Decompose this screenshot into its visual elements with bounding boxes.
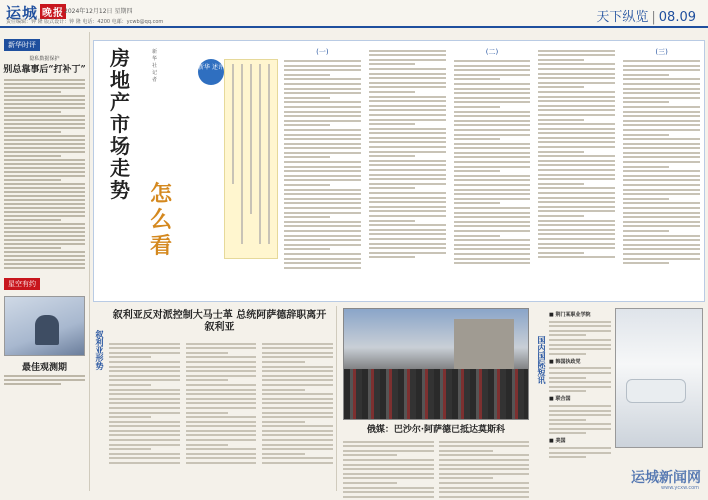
- logo-box: 晚报: [40, 4, 66, 19]
- snow-photo: [615, 308, 703, 448]
- page-number: 08.09: [658, 10, 696, 25]
- section-name: 天下纵览: [596, 10, 649, 25]
- section-number: (三): [655, 48, 668, 56]
- feature-title-accent: 怎么看: [150, 181, 173, 259]
- feature-col-4: [538, 47, 615, 297]
- separator: |: [651, 10, 656, 25]
- photo-headline: 俄媒：巴沙尔·阿萨德已抵达莫斯科: [366, 425, 506, 435]
- feature-columns: [284, 47, 700, 297]
- watermark-url: www.ycxw.com: [661, 485, 699, 491]
- feature-col-1: [284, 47, 361, 297]
- bottom-section: [93, 306, 705, 491]
- observation-caption: 最佳观测期: [21, 363, 67, 373]
- feature-col-2: [369, 47, 446, 297]
- feature-heading: [96, 47, 146, 201]
- editor-meta: 责任编辑：钟 隆 版式设计：钟 隆 电话：4200 电邮：ycwb@qq.com: [6, 19, 164, 25]
- brief-headline: ■ 荆门某职业学院: [549, 312, 591, 318]
- commentary-body: [4, 79, 85, 269]
- news-briefs: [535, 306, 705, 491]
- left-column: [0, 32, 90, 491]
- brief-headline: ■ 韩国执政党: [549, 358, 581, 365]
- observation-body: [4, 375, 85, 385]
- watermark: 运城新闻网: [631, 470, 701, 486]
- commentary-subtitle: 隐私数据保护: [29, 56, 60, 62]
- lead-box: [224, 59, 278, 259]
- commentary-headline: 别总靠事后“打补丁”: [3, 65, 86, 75]
- syria-body: [109, 340, 333, 467]
- moscow-protest-photo: [343, 308, 529, 420]
- section-number: (二): [485, 48, 499, 56]
- commentary-tag: 新华时评: [4, 39, 40, 51]
- feature-article: [93, 40, 705, 302]
- lead-text: [225, 60, 278, 256]
- syria-article: [93, 306, 337, 491]
- feature-col-5: [623, 47, 700, 297]
- brief-list: [549, 308, 611, 461]
- section-number: (一): [316, 48, 329, 56]
- syria-side-label: 叙利亚形势: [95, 330, 104, 370]
- brief-headline: ■ 联合国: [549, 396, 571, 403]
- logo-text: 运城: [6, 4, 39, 22]
- briefs-side-label: 国内国际短讯: [537, 336, 546, 384]
- starry-tag: 星空有约: [4, 278, 40, 290]
- syria-headline: 叙利亚反对派控制大马士革 总统阿萨德辞职离开叙利亚: [112, 310, 327, 333]
- feature-col-3: [454, 47, 531, 297]
- section-title: [596, 6, 696, 25]
- masthead: [0, 0, 708, 28]
- observation-illustration: [4, 296, 85, 356]
- feature-title: 房地产市场走势: [110, 46, 130, 202]
- xinhua-badge: 新华 述评: [198, 59, 224, 85]
- brief-headline: ■ 美国: [549, 438, 566, 445]
- issue-date: 2024年12月12日 星期四: [64, 8, 133, 15]
- feature-byline: 新华社记者: [152, 49, 158, 83]
